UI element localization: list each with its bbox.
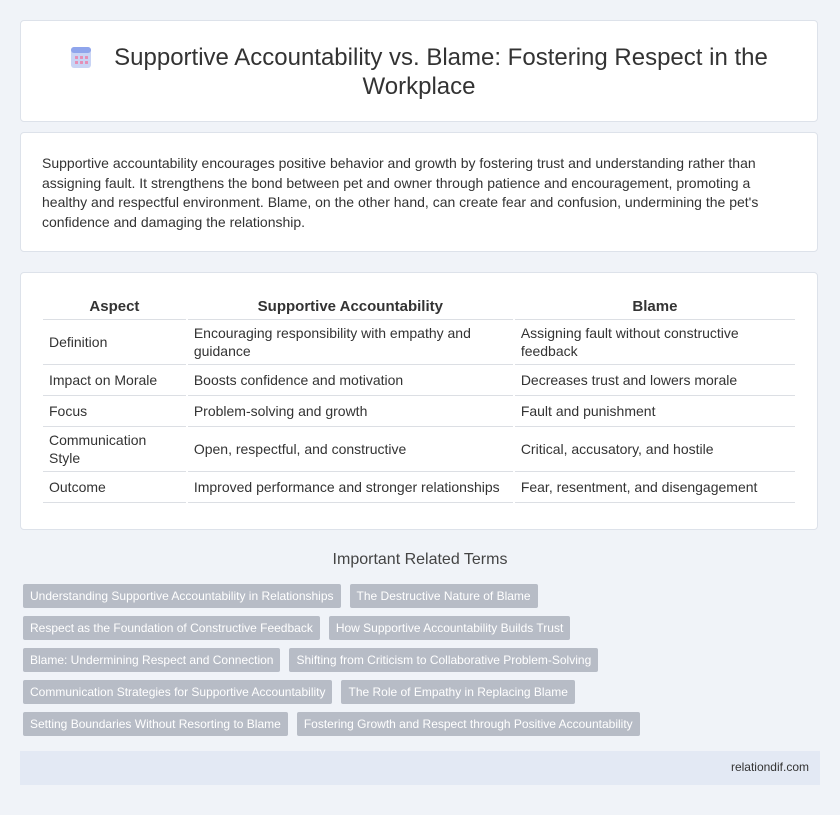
related-term-tag[interactable]: How Supportive Accountability Builds Trust: [329, 616, 570, 640]
table-cell: Critical, accusatory, and hostile: [515, 427, 795, 472]
footer-site-link[interactable]: relationdif.com: [730, 760, 809, 774]
table-cell: Encouraging responsibility with empathy and guidance: [188, 320, 513, 365]
comparison-table: [41, 293, 797, 503]
related-term-tag[interactable]: Shifting from Criticism to Collaborative Problem-Solving: [289, 648, 598, 672]
table-cell: Open, respectful, and constructive: [188, 427, 513, 472]
table-cell: Focus: [43, 396, 186, 427]
related-terms-list: [23, 584, 823, 744]
table-cell: Outcome: [43, 472, 186, 503]
table-cell: Assigning fault without constructive feedback: [515, 320, 795, 365]
table-header-row: [43, 293, 795, 320]
table-cell: Fault and punishment: [515, 396, 795, 427]
table-cell: Improved performance and stronger relationships: [188, 472, 513, 503]
calendar-icon: [70, 45, 92, 69]
table-row: [43, 427, 795, 472]
table-row: [43, 365, 795, 396]
table-cell: Fear, resentment, and disengagement: [515, 472, 795, 503]
related-term-tag[interactable]: Setting Boundaries Without Resorting to Blame: [23, 712, 288, 736]
related-term-tag[interactable]: The Role of Empathy in Replacing Blame: [341, 680, 574, 704]
table-cell: Communication Style: [43, 427, 186, 472]
header-card: [20, 20, 818, 122]
related-term-tag[interactable]: Fostering Growth and Respect through Positive Accountability: [297, 712, 640, 736]
intro-card: [20, 132, 818, 252]
table-cell: Boosts confidence and motivation: [188, 365, 513, 396]
table-cell: Impact on Morale: [43, 365, 186, 396]
comparison-table-card: [20, 272, 818, 530]
related-terms-title: Important Related Terms: [332, 551, 508, 568]
table-cell: Problem-solving and growth: [188, 396, 513, 427]
table-cell: Decreases trust and lowers morale: [515, 365, 795, 396]
page-title: Supportive Accountability vs. Blame: Fostering Respect in the Workplace: [114, 44, 768, 100]
header-aspect: Aspect: [43, 293, 186, 320]
header-blame: Blame: [515, 293, 795, 320]
table-row: [43, 320, 795, 365]
page-title-wrap: [21, 43, 817, 101]
table-row: [43, 472, 795, 503]
intro-text: Supportive accountability encourages positive behavior and growth by fostering trust and understanding rather than assigning fault. It strengthens the bond between pet and owner through patience and encouragement, promoting a healthy and respectful environment. Blame, on the other hand, can create fear and confusion, undermining the pet's confidence and damaging the relationship.: [42, 155, 759, 230]
table-cell: Definition: [43, 320, 186, 365]
related-term-tag[interactable]: Understanding Supportive Accountability in Relationships: [23, 584, 341, 608]
related-term-tag[interactable]: Communication Strategies for Supportive Accountability: [23, 680, 332, 704]
related-term-tag[interactable]: Blame: Undermining Respect and Connection: [23, 648, 280, 672]
related-term-tag[interactable]: The Destructive Nature of Blame: [350, 584, 538, 608]
header-supportive: Supportive Accountability: [188, 293, 513, 320]
related-term-tag[interactable]: Respect as the Foundation of Constructive Feedback: [23, 616, 320, 640]
footer: [20, 751, 820, 785]
table-row: [43, 396, 795, 427]
